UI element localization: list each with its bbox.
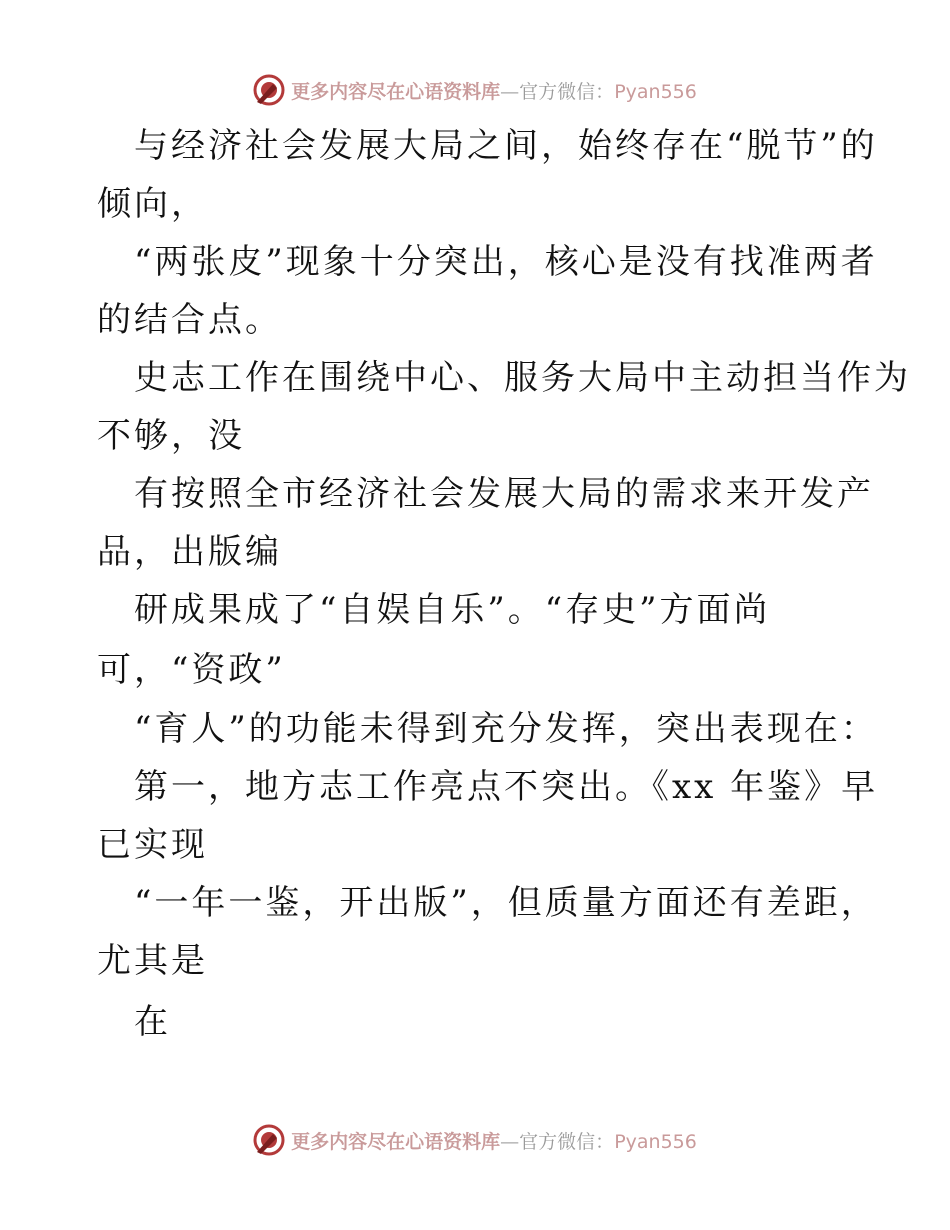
body-line: 品，出版编 [97,532,282,572]
body-line: 研成果成了“自娱自乐”。“存史”方面尚 [97,590,771,630]
body-line: 有按照全市经济社会发展大局的需求来开发产 [97,474,874,514]
footer-watermark [0,1120,950,1160]
body-line: 史志工作在围绕中心、服务大局中主动担当作为 [97,358,911,398]
watermark-wechat-label: 官方微信： [519,1130,615,1153]
body-line: 可，“资政” [97,650,286,690]
body-line: “育人”的功能未得到充分发挥，突出表现在： [97,709,878,749]
watermark-dash: — [500,80,520,103]
watermark-wechat-id: Pyan556 [614,80,697,103]
body-line: 的结合点。 [97,300,282,340]
pen-logo-icon [253,1124,285,1156]
body-line: 倾向， [97,184,208,224]
watermark-prefix: 更多内容尽在心语资料库 [291,1130,501,1153]
watermark-wechat-id: Pyan556 [614,1130,697,1153]
body-line: “一年一鉴，开出版”，但质量方面还有差距， [97,883,878,923]
body-line: “两张皮”现象十分突出，核心是没有找准两者 [97,242,878,282]
watermark-prefix: 更多内容尽在心语资料库 [291,80,501,103]
watermark-text [291,1127,697,1154]
body-line: 不够，没 [97,416,245,456]
body-line: 与经济社会发展大局之间，始终存在“脱节”的 [97,126,878,166]
body-line: 已实现 [97,825,208,865]
body-line: 第一，地方志工作亮点不突出。《xx 年鉴》早 [97,767,879,807]
watermark-dash: — [500,1130,520,1153]
body-line: 在 [97,1002,171,1042]
body-line: 尤其是 [97,941,208,981]
watermark-wechat-label: 官方微信： [519,80,615,103]
